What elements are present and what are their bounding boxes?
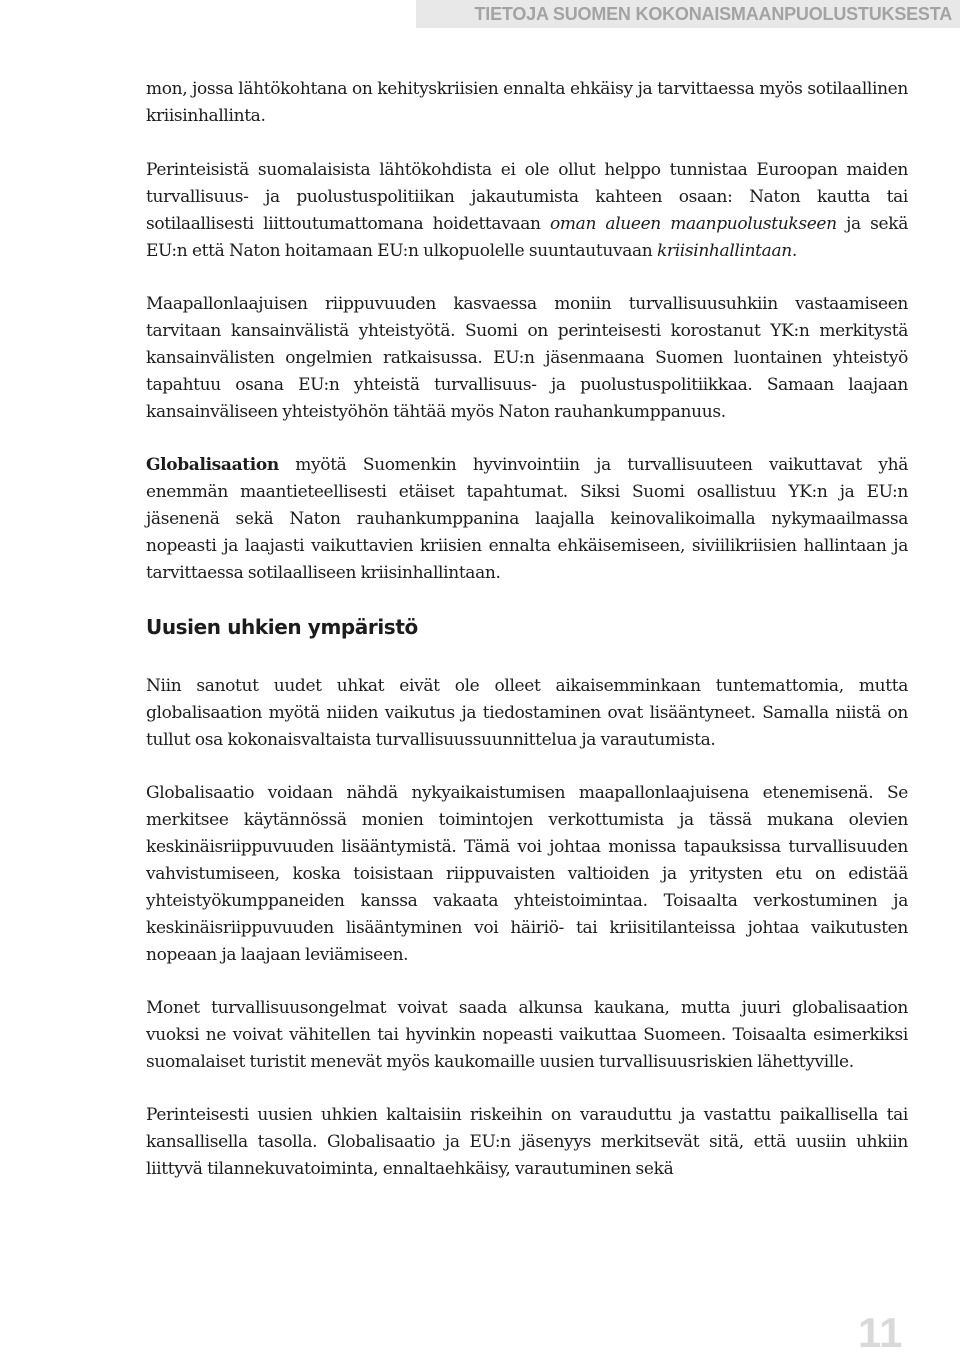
page-body: [146, 76, 908, 1209]
section-paragraph-3: Monet turvallisuusongelmat voivat saada alkunsa kaukana, mutta juuri globalisaation vuoksi ne voivat vähitellen tai hyvinkin nopeasti vaikuttaa Suomeen. Toisaalta esimerkiksi suomalaiset turistit menevät myös kaukomaille uusien turvallisuusriskien lähettyville.: [146, 998, 908, 1072]
body-paragraph-3: Maapallonlaajuisen riippuvuuden kasvaessa moniin turvallisuusuhkiin vastaamiseen tarvitaan kansainvälistä yhteistyötä. Suomi on perinteisesti korostanut YK:n merkitystä kansainvälisten ongelmien ratkaisussa. EU:n jäsenmaana Suomen luontainen yhteistyö tapahtuu osana EU:n yhteistä turvallisuus- ja puolustuspolitiikkaa. Samaan laajaan kansainväliseen yhteistyöhön tähtää myös Naton rauhankumppanuus.: [146, 294, 908, 422]
paragraph-4-keyword: Globalisaation: [146, 455, 279, 475]
section-paragraph-2: Globalisaatio voidaan nähdä nykyaikaistumisen maapallonlaajuisena etenemisenä. Se merkitsee käytännössä monien toimintojen verkottumista ja tässä mukana olevien keskinäisriippuvuuden lisääntymistä. Tämä voi johtaa monissa tapauksissa turvallisuuden vahvistumiseen, koska toisistaan riippuvaisten valtioiden ja yritysten etu on edistää yhteistyökumppaneiden kanssa vakaata yhteistoimintaa. Toisaalta verkostuminen ja keskinäisriippuvuuden lisääntyminen voi häiriö- tai kriisitilanteissa johtaa vaikutusten nopeaan ja laajaan leviämiseen.: [146, 783, 908, 965]
paragraph-2-emphasis-a: oman alueen maanpuolustukseen: [550, 214, 837, 234]
paragraph-2-text-c: .: [791, 241, 797, 261]
paragraph-2-text-b: ja sekä EU:n että Naton hoitamaan EU:n ulkopuolelle suuntautuvaan: [146, 214, 908, 261]
paragraph-4-text: myötä Suomenkin hyvinvointiin ja turvallisuuteen vaikuttavat yhä enemmän maantieteellisesti etäiset tapahtumat. Siksi Suomi osallistuu YK:n ja EU:n jäsenenä sekä Naton rauhankumppanina laajalla keinovalikoimalla nykymaailmassa nopeasti ja laajasti vaikuttavien kriisien ennalta ehkäisemiseen, siviilikriisien hallintaan ja tarvittaessa sotilaalliseen kriisinhallintaan.: [146, 455, 908, 583]
running-header: [416, 0, 960, 28]
running-header-title: TIETOJA SUOMEN KOKONAISMAANPUOLUSTUKSESTA: [474, 4, 952, 24]
paragraph-2-text-a: Perinteisistä suomalaisista lähtökohdista ei ole ollut helppo tunnistaa Euroopan maiden turvallisuus- ja puolustuspolitiikan jakautumista kahteen osaan: Naton kautta tai sotilaallisesti liittoutumattomana hoidettavaan: [146, 160, 908, 234]
section-heading: Uusien uhkien ympäristö: [146, 615, 418, 639]
body-paragraph-4: [146, 452, 908, 587]
section-paragraph-1: Niin sanotut uudet uhkat eivät ole olleet aikaisemminkaan tuntemattomia, mutta globalisaation myötä niiden vaikutus ja tiedostaminen ovat lisääntyneet. Samalla niistä on tullut osa kokonaisvaltaista turvallisuussuunnittelua ja varautumista.: [146, 676, 908, 750]
paragraph-2-emphasis-b: kriisinhallintaan: [656, 241, 792, 261]
body-paragraph-2: [146, 157, 908, 265]
body-paragraph-1: mon, jossa lähtökohtana on kehityskriisien ennalta ehkäisy ja tarvittaessa myös sotilaallinen kriisinhallinta.: [146, 79, 908, 126]
page-number: 11: [858, 1309, 903, 1356]
section-paragraph-4: Perinteisesti uusien uhkien kaltaisiin riskeihin on varauduttu ja vastattu paikallisella tai kansallisella tasolla. Globalisaatio ja EU:n jäsenyys merkitsevät sitä, että uusiin uhkiin liittyvä tilannekuvatoiminta, ennaltaehkäisy, varautuminen sekä: [146, 1105, 908, 1179]
